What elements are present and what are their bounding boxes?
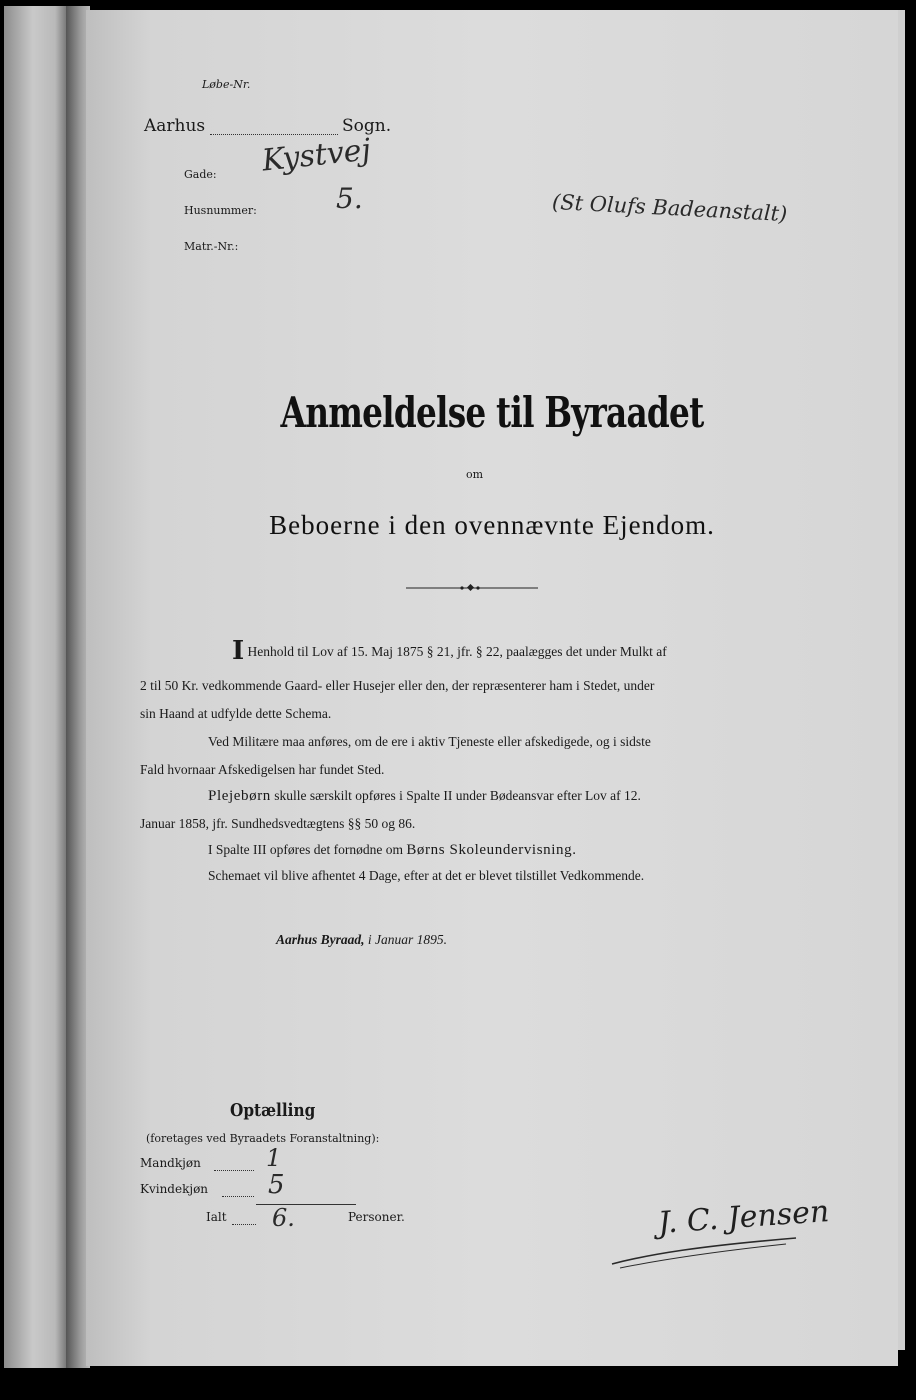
ialt-label: Ialt — [206, 1210, 227, 1224]
ornament-divider — [406, 584, 538, 592]
signature-flourish — [610, 1232, 800, 1272]
sogn-label: Sogn. — [342, 116, 392, 136]
document-subtitle: Beboerne i den ovennævnte Ejendom. — [269, 510, 715, 540]
kvindekjon-value: 5 — [268, 1170, 285, 1200]
sogn-dotted-line — [210, 134, 338, 135]
dateline — [276, 932, 447, 948]
husnummer-label: Husnummer: — [184, 204, 257, 217]
sum-rule — [256, 1204, 356, 1205]
signature: J. C. Jensen — [656, 1194, 831, 1241]
paragraph-4-text: I Spalte III opføres det fornødne om — [208, 842, 403, 857]
mandkjon-dots — [214, 1170, 254, 1171]
skoleundervisning-emphasis: Børns Skoleundervisning. — [406, 842, 577, 858]
gade-label: Gade: — [184, 168, 217, 181]
matr-nr-label: Matr.-Nr.: — [184, 240, 239, 253]
ornament-dot — [476, 586, 479, 589]
plejeborn-emphasis: Plejebørn — [208, 788, 271, 804]
document-title: Anmeldelse til Byraadet — [280, 388, 704, 437]
dateline-org: Aarhus Byraad, — [276, 932, 365, 947]
mandkjon-value: 1 — [266, 1144, 282, 1172]
form-page — [86, 10, 898, 1366]
connector-om: om — [466, 468, 484, 481]
count-subtitle: (foretages ved Byraadets Foranstaltning): — [146, 1132, 380, 1145]
husnummer-value: 5. — [336, 182, 363, 215]
ornament-diamond — [467, 584, 474, 591]
personer-label: Personer. — [348, 1210, 405, 1224]
paragraph-2-line-1: Ved Militære maa anføres, om de ere i aktiv Tjeneste eller afskedigede, og i sidste — [208, 734, 651, 749]
note-value: (St Olufs Badeanstalt) — [551, 189, 788, 227]
paragraph-1-line-3: sin Haand at udfylde dette Schema. — [140, 706, 332, 721]
paragraph-1-line-1 — [232, 636, 667, 666]
ialt-dots — [232, 1224, 256, 1225]
lobe-nr-label: Løbe-Nr. — [202, 78, 251, 91]
kvindekjon-label: Kvindekjøn — [140, 1182, 209, 1196]
aarhus-label: Aarhus — [144, 116, 206, 136]
paragraph-2-line-2: Fald hvornaar Afskedigelsen har fundet Sted. — [140, 762, 385, 777]
paragraph-1-line-2: 2 til 50 Kr. vedkommende Gaard- eller Husejer eller den, der repræsenterer ham i Stedet, under — [140, 678, 655, 693]
paragraph-1-text: Henhold til Lov af 15. Maj 1875 § 21, jfr. § 22, paalægges det under Mulkt af — [247, 644, 667, 659]
ornament-dot — [460, 586, 463, 589]
paragraph-3-line-1 — [208, 788, 641, 805]
paragraph-3-text: skulle særskilt opføres i Spalte II under Bødeansvar efter Lov af 12. — [274, 788, 641, 803]
drop-cap: I — [232, 636, 245, 666]
paragraph-4 — [208, 842, 577, 859]
paragraph-5: Schemaet vil blive afhentet 4 Dage, efter at det er blevet tilstillet Vedkommende. — [208, 868, 645, 883]
left-page-edge — [4, 6, 68, 1368]
paragraph-3-line-2: Januar 1858, jfr. Sundhedsvedtægtens §§ 50 og 86. — [140, 816, 416, 831]
mandkjon-label: Mandkjøn — [140, 1156, 201, 1170]
ialt-value: 6. — [272, 1204, 295, 1232]
dateline-date: i Januar 1895. — [367, 932, 448, 947]
kvindekjon-dots — [222, 1196, 254, 1197]
gade-value: Kystvej — [260, 132, 373, 179]
count-title: Optælling — [230, 1100, 316, 1121]
